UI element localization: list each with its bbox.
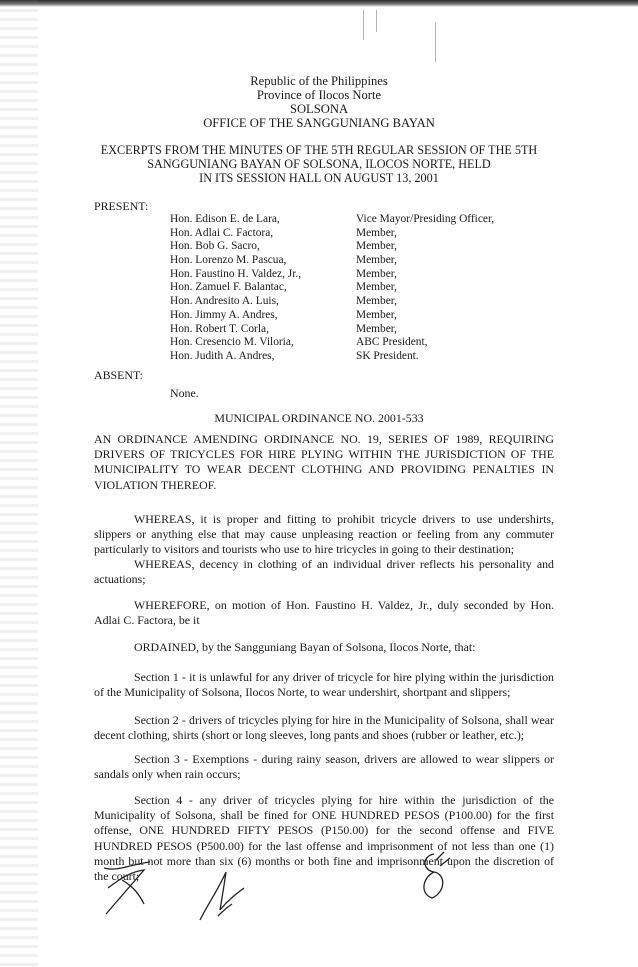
present-roles-list <box>356 213 494 364</box>
present-name: Hon. Judith A. Andres, <box>170 349 275 362</box>
header-province: Province of Ilocos Norte <box>256 88 382 102</box>
section-3: Section 3 - Exemptions - during rainy season, drivers are allowed to wear slippers or sandals only when rain occurs; <box>94 752 554 782</box>
section-1: Section 1 - it is unlawful for any driver of tricycle for hire plying within the jurisdiction of the Municipality of Solsona, Ilocos Norte, to wear undershirt, shortpant and slippers; <box>94 670 554 700</box>
section-2: Section 2 - drivers of tricycles plying for hire in the Municipality of Solsona, shall wear decent clothing, shirts (short or long sleeves, long pants and shoes (rubber or leather, etc.); <box>94 713 554 743</box>
present-role: Member, <box>356 226 397 239</box>
present-name: Hon. Adlai C. Factora, <box>170 226 274 239</box>
present-name: Hon. Faustino H. Valdez, Jr., <box>170 267 302 280</box>
header-office: OFFICE OF THE SANGGUNIANG BAYAN <box>203 116 435 130</box>
handwritten-initial-1 <box>92 858 162 918</box>
header-republic: Republic of the Philippines <box>250 74 388 88</box>
header-municipality: SOLSONA <box>289 102 349 116</box>
present-role: Member, <box>356 308 397 321</box>
present-name: Hon. Andresito A. Luis, <box>170 295 279 308</box>
present-role: SK President. <box>356 349 419 362</box>
present-name: Hon. Edison E. de Lara, <box>170 213 280 225</box>
section-4: Section 4 - any driver of tricycles plying for hire within the jurisdiction of the Municipality of Solsona, shall be fined for ONE HUNDRED PESOS (P100.00) for the first offense, ONE HUNDRED FIFTY PESOS (P150.00) for the second offense and FIVE HUNDRED PESOS (P500.00) for the last offense and imprisonment of not less than one (1) month but not more than six (6) months or both fine and imprisonment upon the discretion of the court; <box>94 793 554 884</box>
present-name: Hon. Cresencio M. Viloria, <box>170 336 294 349</box>
present-role: Member, <box>356 322 397 335</box>
present-role: Member, <box>356 267 397 280</box>
present-name: Hon. Bob G. Sacro, <box>170 240 260 253</box>
present-name: Hon. Robert T. Corla, <box>170 322 269 335</box>
fold-line <box>376 10 377 32</box>
ordained-clause: ORDAINED, by the Sangguniang Bayan of Solsona, Ilocos Norte, that: <box>134 640 476 654</box>
fold-line <box>435 22 436 62</box>
present-role: Member, <box>356 254 397 267</box>
handwritten-initial-3 <box>414 846 454 906</box>
present-role: Member, <box>356 240 397 253</box>
present-role: Vice Mayor/Presiding Officer, <box>356 213 495 225</box>
present-name: Hon. Zamuel F. Balantac, <box>170 281 287 294</box>
excerpt-line-1: EXCERPTS FROM THE MINUTES OF THE 5TH REGULAR SESSION OF THE 5TH <box>100 143 538 157</box>
excerpt-line-2: SANGGUNIANG BAYAN OF SOLSONA, ILOCOS NORTE, HELD <box>147 157 491 171</box>
present-role: ABC President, <box>356 336 428 349</box>
present-name: Hon. Lorenzo M. Pascua, <box>170 254 287 267</box>
fold-line <box>363 10 364 40</box>
scan-edge-top <box>0 0 638 7</box>
present-role: Member, <box>356 281 397 294</box>
present-label: PRESENT: <box>94 199 149 213</box>
ordinance-title: AN ORDINANCE AMENDING ORDINANCE NO. 19, SERIES OF 1989, REQUIRING DRIVERS OF TRICYCLES FOR HIRE PLYING WITHIN THE JURISDICTION OF THE MUNICIPALITY TO WEAR DECENT CLOTHING AND PROVIDING PENALTIES IN VIOLATION THEREOF. <box>94 432 554 492</box>
excerpt-line-3: IN ITS SESSION HALL ON AUGUST 13, 2001 <box>199 171 439 185</box>
wherefore-clause: WHEREFORE, on motion of Hon. Faustino H. Valdez, Jr., duly seconded by Hon. Adlai C. Factora, be it <box>94 598 554 628</box>
present-name: Hon. Jimmy A. Andres, <box>170 308 278 321</box>
absent-value: None. <box>170 386 199 400</box>
handwritten-initial-2 <box>192 864 252 924</box>
ordinance-number: MUNICIPAL ORDINANCE NO. 2001-533 <box>214 411 424 425</box>
absent-label: ABSENT: <box>94 368 143 382</box>
whereas-clause-1: WHEREAS, it is proper and fitting to prohibit tricycle drivers to use undershirts, slippers or anything else that may cause unpleasing reaction or feeling from any commuter particularly to visitors and tourists who use to hire tricycles in going to their destination; <box>94 512 554 557</box>
present-role: Member, <box>356 295 397 308</box>
present-names-list <box>170 213 301 364</box>
whereas-clause-2: WHEREAS, decency in clothing of an individual driver reflects his personality and actuations; <box>94 557 554 587</box>
